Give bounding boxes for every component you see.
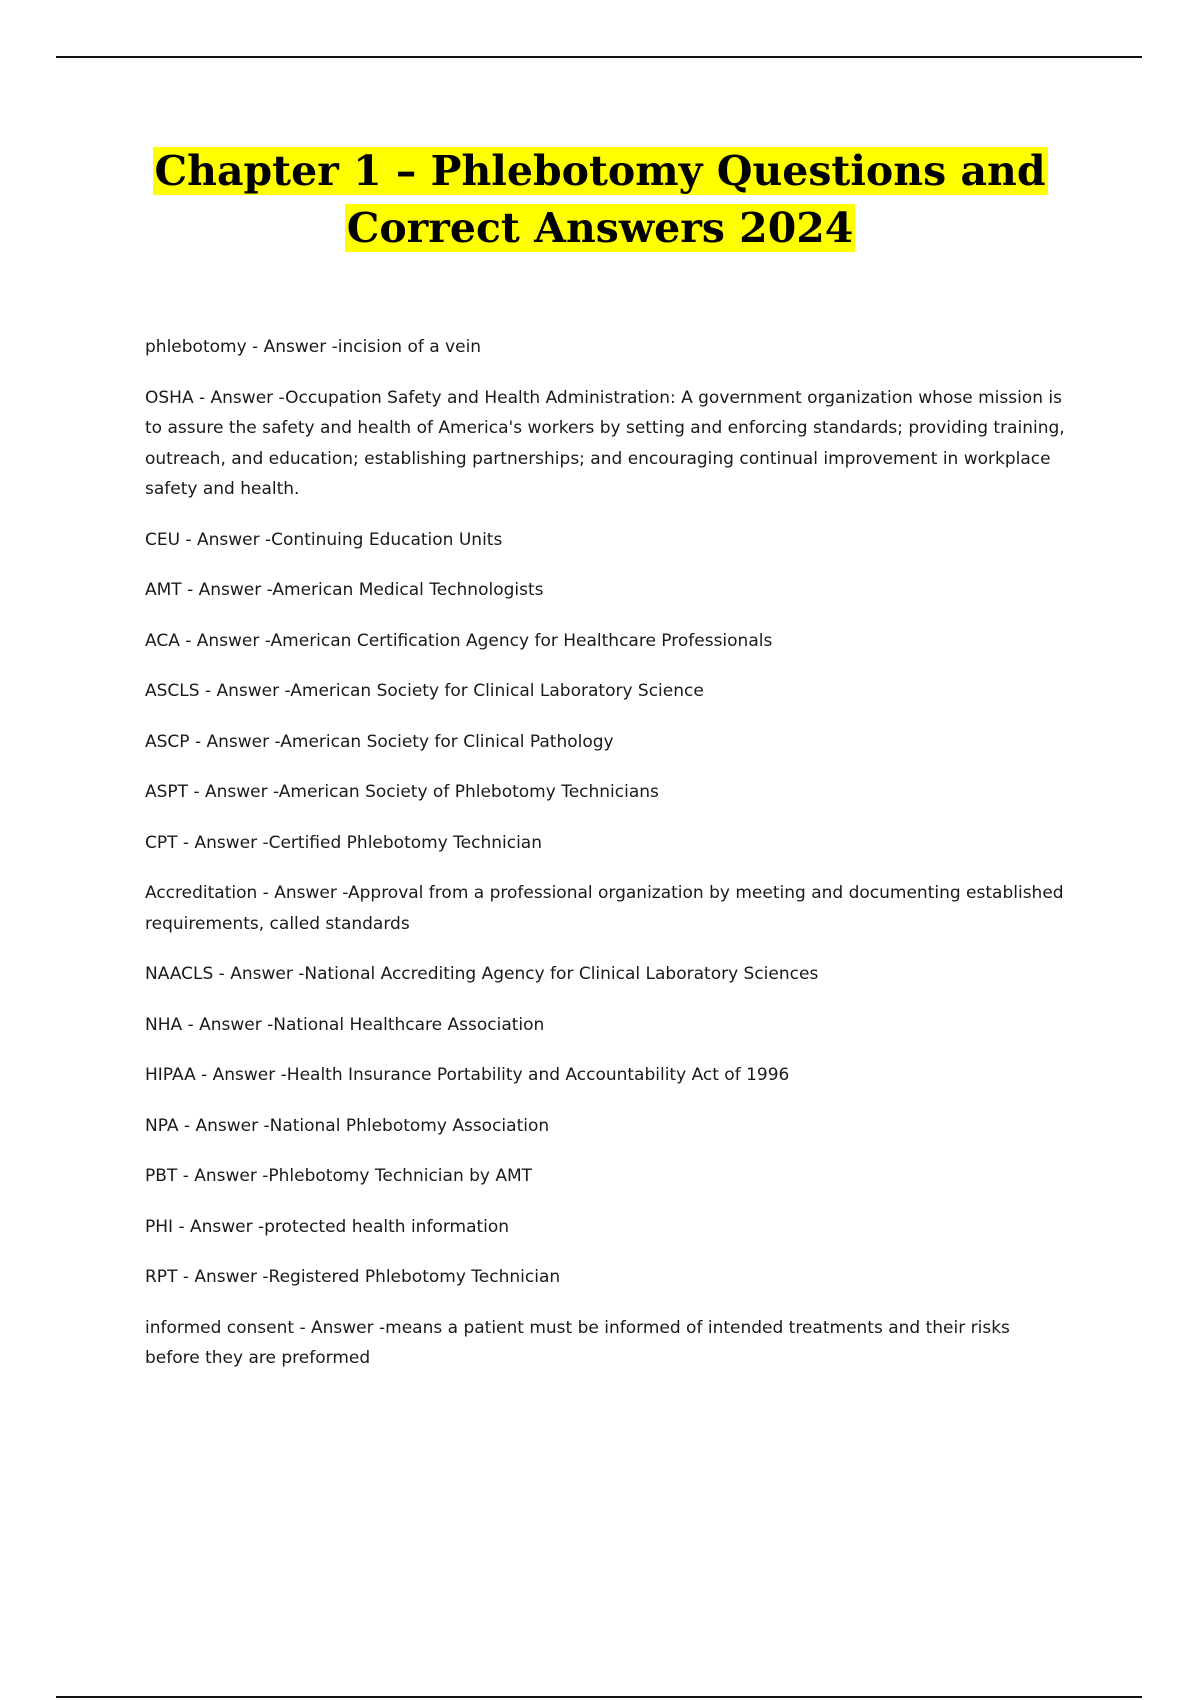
entry-item: CEU - Answer -Continuing Education Units — [145, 529, 503, 550]
entry-item: phlebotomy - Answer -incision of a vein — [145, 337, 482, 357]
bottom-rule — [56, 1696, 1142, 1698]
entry-item: PHI - Answer -protected health information — [145, 1216, 510, 1237]
page-title — [100, 143, 1100, 257]
entry-item: ASCLS - Answer -American Society for Clinical Laboratory Science — [145, 681, 704, 701]
entry-item: PBT - Answer -Phlebotomy Technician by AMT — [145, 1166, 533, 1186]
entry-item: HIPAA - Answer -Health Insurance Portability and Accountability Act of 1996 — [145, 1065, 790, 1085]
top-rule — [56, 56, 1142, 58]
entry-item: NAACLS - Answer -National Accrediting Agency for Clinical Laboratory Sciences — [145, 964, 819, 984]
entry-item: ACA - Answer -American Certification Agency for Healthcare Professionals — [145, 630, 773, 651]
entry-item: CPT - Answer -Certified Phlebotomy Technician — [145, 832, 542, 853]
entry-item: Accreditation - Answer -Approval from a professional organization by meeting and documenting established requirements, called standards — [145, 883, 1064, 934]
entry-item: AMT - Answer -American Medical Technologists — [145, 580, 544, 600]
title-highlight: Chapter 1 – Phlebotomy Questions and Correct Answers 2024 — [154, 147, 1046, 252]
entry-item: ASCP - Answer -American Society for Clinical Pathology — [145, 731, 614, 752]
entry-item: RPT - Answer -Registered Phlebotomy Technician — [145, 1267, 561, 1287]
entry-item: NPA - Answer -National Phlebotomy Association — [145, 1115, 550, 1136]
entry-list — [145, 332, 1065, 1394]
entry-item: ASPT - Answer -American Society of Phlebotomy Technicians — [145, 782, 659, 802]
entry-item: informed consent - Answer -means a patient must be informed of intended treatments and their risks before they are preformed — [145, 1317, 1010, 1368]
entry-item: OSHA - Answer -Occupation Safety and Health Administration: A government organization whose mission is to assure the safety and health of America's workers by setting and enforcing standards; providing training, outreach, and education; establishing partnerships; and encouraging continual improvement in workplace safety and health. — [145, 387, 1065, 499]
entry-item: NHA - Answer -National Healthcare Association — [145, 1014, 545, 1035]
